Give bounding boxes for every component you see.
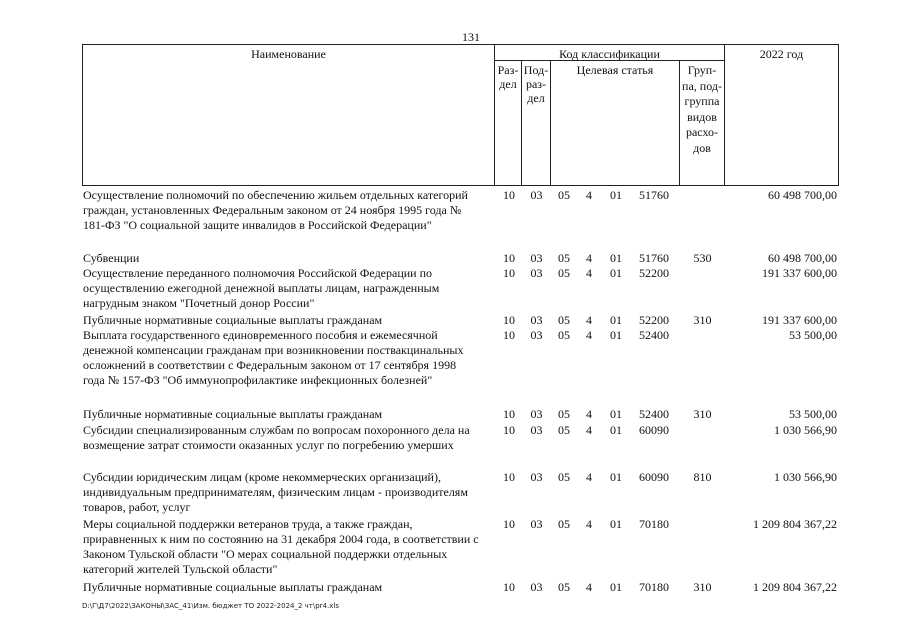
header-expense-type-line: расхо- — [685, 125, 719, 139]
cell-razdel: 10 — [503, 266, 515, 280]
cell-t3: 01 — [610, 580, 622, 594]
row-name — [83, 188, 493, 233]
cell-t1: 05 — [558, 188, 570, 202]
cell-razdel: 10 — [503, 407, 515, 421]
cell-t3: 01 — [610, 328, 622, 342]
row-name-line: Публичные нормативные социальные выплаты гражданам — [83, 313, 383, 327]
cell-amount: 1 030 566,90 — [774, 470, 837, 484]
cell-razdel: 10 — [503, 470, 515, 484]
cell-t1: 05 — [558, 407, 570, 421]
cell-t2: 4 — [586, 251, 592, 265]
cell-t3: 01 — [610, 407, 622, 421]
header-expense-type-line: видов — [687, 109, 717, 124]
row-name-line: Субсидии юридическим лицам (кроме некоммерческих организаций), — [83, 470, 441, 484]
row-name-line: Осуществление полномочий по обеспечению жильем отдельных категорий — [83, 188, 468, 202]
row-name — [83, 313, 493, 328]
cell-t2: 4 — [586, 423, 592, 437]
cell-razdel: 10 — [503, 188, 515, 202]
file-path-footer: D:\Г\Д7\2022\ЗАКОНЫ\ЗАС_41\Изм. бюджет ТО 2022-2024_2 чт\pr4.xls — [82, 602, 339, 610]
row-name — [83, 266, 493, 311]
header-top-border — [82, 44, 839, 45]
header-podrazdel — [522, 63, 550, 105]
row-name — [83, 470, 493, 515]
cell-t2: 4 — [586, 313, 592, 327]
cell-vr: 810 — [693, 470, 712, 484]
cell-amount: 60 498 700,00 — [768, 251, 837, 265]
cell-t4: 70180 — [639, 517, 669, 531]
row-name-line: Осуществление переданного полномочия Российской Федерации по — [83, 266, 433, 280]
cell-t3: 01 — [610, 251, 622, 265]
cell-t4: 52200 — [639, 266, 669, 280]
cell-t1: 05 — [558, 580, 570, 594]
cell-amount: 60 498 700,00 — [768, 188, 837, 202]
header-expense-type-line: дов — [693, 140, 711, 155]
header-target-article: Целевая статья — [576, 63, 654, 77]
cell-podr: 03 — [530, 328, 543, 342]
cell-t3: 01 — [610, 470, 622, 484]
cell-t4: 52200 — [639, 313, 669, 327]
cell-t3: 01 — [610, 423, 622, 437]
header-razdel — [495, 63, 521, 91]
row-name-line: приравненных к ним по состоянию на 31 декабря 2004 года, в соответствии с — [83, 532, 479, 546]
cell-t2: 4 — [586, 188, 592, 202]
cell-t4: 51760 — [639, 188, 669, 202]
row-name-line: денежной компенсации гражданам при возникновении поствакцинальных — [83, 343, 464, 357]
header-right-border — [838, 44, 839, 185]
row-name-line: Субвенции — [83, 251, 140, 265]
row-name-line: года № 157-ФЗ "Об иммунопрофилактике инфекционных болезней" — [83, 373, 433, 387]
cell-amount: 1 209 804 367,22 — [753, 517, 837, 531]
header-bottom-border — [82, 185, 839, 186]
cell-t1: 05 — [558, 251, 570, 265]
cell-vr: 310 — [693, 313, 712, 327]
row-name-line: возмещение затрат стоимости оказанных услуг по погребению умерших — [83, 438, 454, 452]
cell-podr: 03 — [530, 251, 543, 265]
cell-t4: 60090 — [639, 423, 669, 437]
cell-t3: 01 — [610, 266, 622, 280]
header-podrazdel-line: Под- — [523, 63, 549, 77]
row-name-line: индивидуальным предпринимателям, физическим лицам - производителям — [83, 485, 468, 499]
header-year-column: 2022 год — [759, 47, 804, 61]
cell-razdel: 10 — [503, 423, 515, 437]
row-name-line: Законом Тульской области "О мерах социальной поддержки отдельных — [83, 547, 448, 561]
header-left-border — [82, 44, 83, 185]
cell-podr: 03 — [530, 407, 543, 421]
row-name-line: 181-ФЗ "О социальной защите инвалидов в Российской Федерации" — [83, 218, 432, 232]
cell-razdel: 10 — [503, 328, 515, 342]
cell-t1: 05 — [558, 266, 570, 280]
cell-t4: 52400 — [639, 328, 669, 342]
row-name-line: Меры социальной поддержки ветеранов труда, а также граждан, — [83, 517, 413, 531]
cell-amount: 53 500,00 — [789, 328, 837, 342]
row-name — [83, 517, 493, 577]
cell-t1: 05 — [558, 313, 570, 327]
cell-t3: 01 — [610, 517, 622, 531]
cell-amount: 1 209 804 367,22 — [753, 580, 837, 594]
cell-t2: 4 — [586, 517, 592, 531]
cell-razdel: 10 — [503, 313, 515, 327]
cell-vr: 530 — [693, 251, 712, 265]
cell-amount: 191 337 600,00 — [762, 313, 837, 327]
cell-razdel: 10 — [503, 251, 515, 265]
row-name-line: Публичные нормативные социальные выплаты гражданам — [83, 580, 383, 594]
cell-t1: 05 — [558, 470, 570, 484]
cell-t1: 05 — [558, 328, 570, 342]
row-name — [83, 328, 493, 388]
header-razdel-line: Раз- — [497, 63, 519, 77]
cell-amount: 191 337 600,00 — [762, 266, 837, 280]
cell-vr: 310 — [693, 407, 712, 421]
cell-t2: 4 — [586, 328, 592, 342]
row-name-line: граждан, установленных Федеральным законом от 24 ноября 1995 года № — [83, 203, 462, 217]
row-name-line: Субсидии специализированным службам по вопросам похоронного дела на — [83, 423, 470, 437]
cell-amount: 1 030 566,90 — [774, 423, 837, 437]
header-expense-type — [680, 63, 724, 156]
cell-t4: 60090 — [639, 470, 669, 484]
cell-t2: 4 — [586, 470, 592, 484]
row-name-line: Выплата государственного единовременного пособия и ежемесячной — [83, 328, 438, 342]
header-expense-type-line: Груп- — [687, 63, 717, 77]
row-name — [83, 407, 493, 422]
cell-podr: 03 — [530, 313, 543, 327]
header-divider-podrazdel — [550, 60, 551, 185]
cell-podr: 03 — [530, 266, 543, 280]
cell-razdel: 10 — [503, 580, 515, 594]
cell-t3: 01 — [610, 313, 622, 327]
row-name-line: товаров, работ, услуг — [83, 500, 191, 514]
cell-t2: 4 — [586, 266, 592, 280]
header-name-column: Наименование — [251, 47, 326, 61]
cell-t2: 4 — [586, 580, 592, 594]
cell-vr: 310 — [693, 580, 712, 594]
header-podrazdel-line: дел — [527, 91, 545, 105]
header-podrazdel-line: раз- — [525, 77, 547, 91]
cell-razdel: 10 — [503, 517, 515, 531]
cell-t2: 4 — [586, 407, 592, 421]
row-name-line: категорий жителей Тульской области" — [83, 562, 278, 576]
header-razdel-line: дел — [499, 77, 517, 91]
row-name-line: нагрудным знаком "Почетный донор России" — [83, 296, 315, 310]
cell-t4: 51760 — [639, 251, 669, 265]
cell-t3: 01 — [610, 188, 622, 202]
row-name-line: Публичные нормативные социальные выплаты гражданам — [83, 407, 383, 421]
cell-podr: 03 — [530, 580, 543, 594]
cell-podr: 03 — [530, 188, 543, 202]
cell-podr: 03 — [530, 517, 543, 531]
cell-t4: 52400 — [639, 407, 669, 421]
header-code-group: Код классификации — [559, 47, 660, 61]
header-expense-type-line: па, под- — [682, 78, 722, 93]
row-name-line: осуществлению ежегодной денежной выплаты лицам, награжденным — [83, 281, 440, 295]
row-name — [83, 580, 493, 595]
row-name — [83, 423, 493, 453]
header-expense-type-line: группа — [684, 94, 720, 108]
cell-amount: 53 500,00 — [789, 407, 837, 421]
row-name — [83, 251, 493, 266]
row-name-line: осложнений в соответствии с Федеральным законом от 17 сентября 1998 — [83, 358, 457, 372]
header-divider-year — [724, 44, 725, 185]
cell-t1: 05 — [558, 423, 570, 437]
cell-podr: 03 — [530, 470, 543, 484]
page-number: 131 — [462, 30, 480, 44]
cell-t1: 05 — [558, 517, 570, 531]
cell-t4: 70180 — [639, 580, 669, 594]
cell-podr: 03 — [530, 423, 543, 437]
